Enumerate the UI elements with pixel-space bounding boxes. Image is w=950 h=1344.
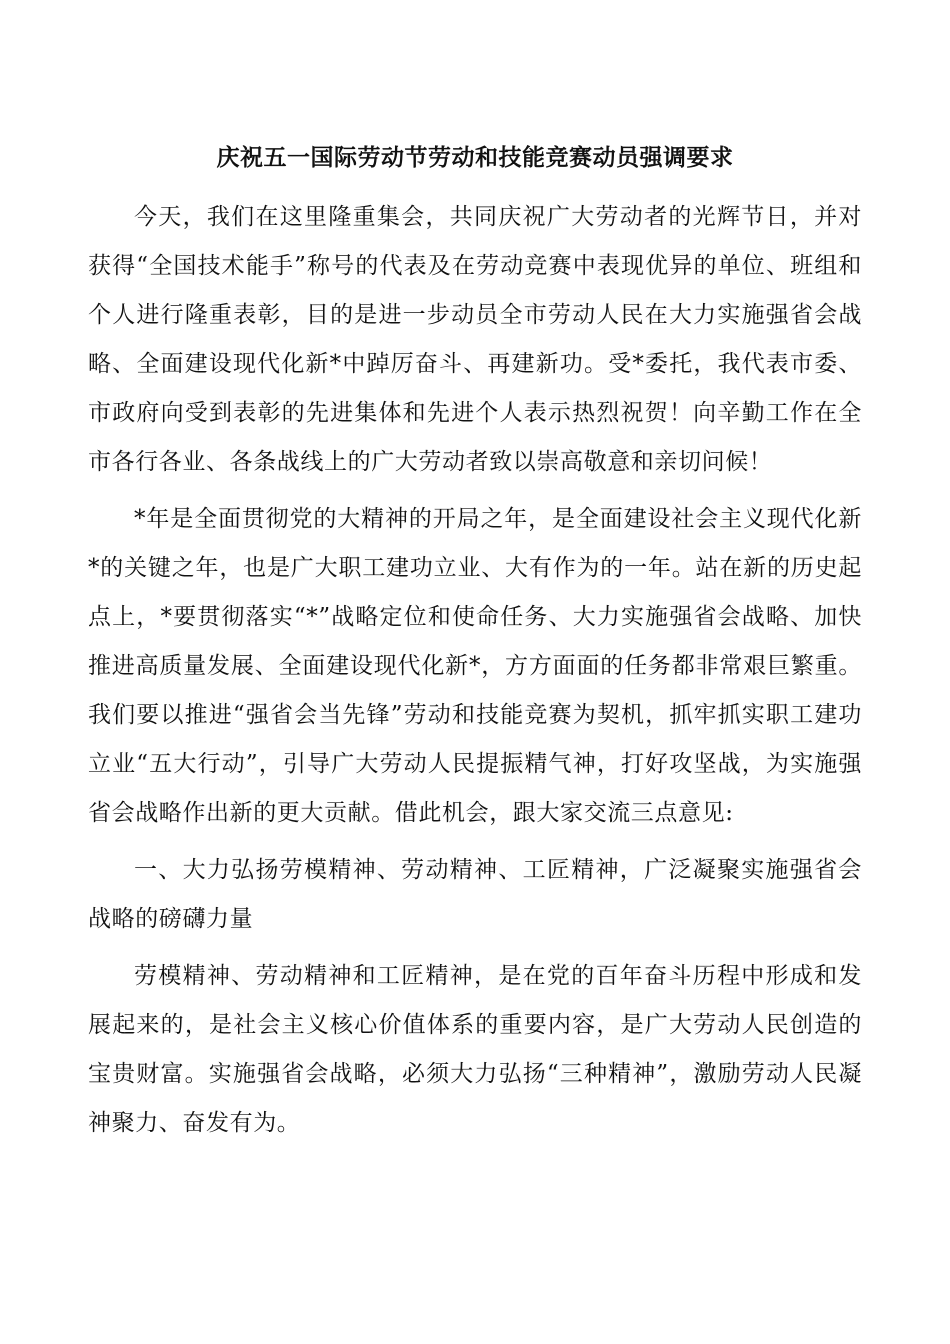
paragraph-opening: 今天，我们在这里隆重集会，共同庆祝广大劳动者的光辉节日，并对获得“全国技术能手”称号的代表及在劳动竞赛中表现优异的单位、班组和个人进行隆重表彰，目的是进一步动员全市劳动人民在大力实施强省会战略、全面建设现代化新*中踔厉奋斗、再建新功。受*委托，我代表市委、市政府向受到表彰的先进集体和先进个人表示热烈祝贺！向辛勤工作在全市各行各业、各条战线上的广大劳动者致以崇高敬意和亲切问候！ xyxy=(88,204,862,475)
document-title: 庆祝五一国际劳动节劳动和技能竞赛动员强调要求 xyxy=(216,144,734,171)
section-heading-1: 一、大力弘扬劳模精神、劳动精神、工匠精神，广泛凝聚实施强省会战略的磅礴力量 xyxy=(88,857,862,932)
paragraph-section-1: 劳模精神、劳动精神和工匠精神，是在党的百年奋斗历程中形成和发展起来的，是社会主义核心价值体系的重要内容，是广大劳动人民创造的宝贵财富。实施强省会战略，必须大力弘扬“三种精神”，激励劳动人民凝神聚力、奋发有为。 xyxy=(88,963,862,1136)
paragraph-context: *年是全面贯彻党的大精神的开局之年，是全面建设社会主义现代化新*的关键之年，也是广大职工建功立业、大有作为的一年。站在新的历史起点上，*要贯彻落实“*”战略定位和使命任务、大力实施强省会战略、加快推进高质量发展、全面建设现代化新*，方方面面的任务都非常艰巨繁重。我们要以推进“强省会当先锋”劳动和技能竞赛为契机，抓牢抓实职工建功立业“五大行动”，引导广大劳动人民提振精气神，打好攻坚战，为实施强省会战略作出新的更大贡献。借此机会，跟大家交流三点意见: xyxy=(88,506,862,826)
